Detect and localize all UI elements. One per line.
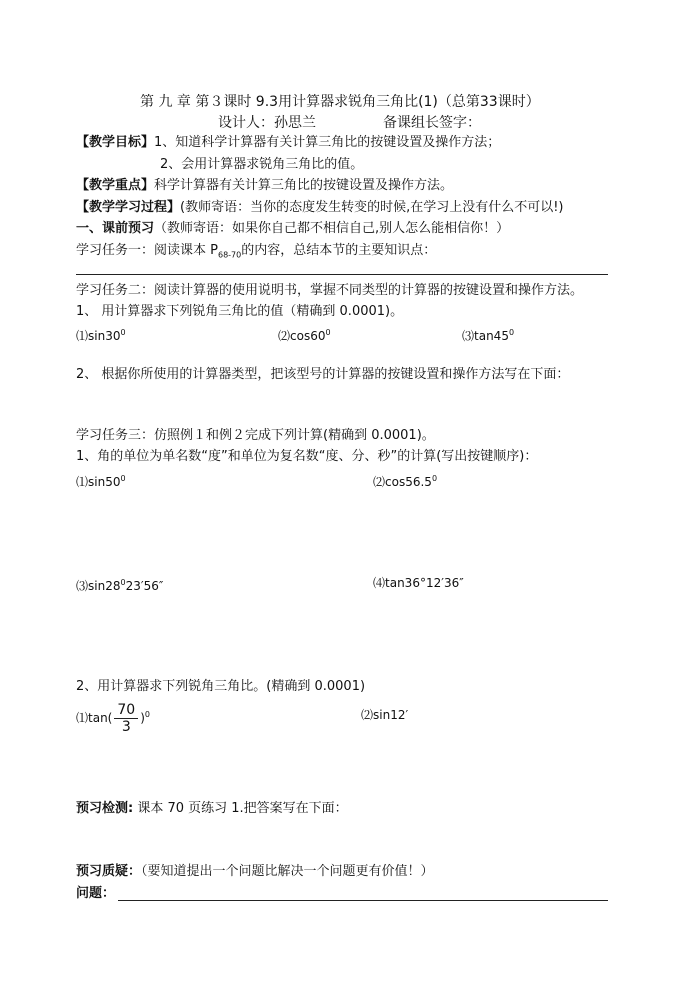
item-number: ⑴ — [76, 329, 89, 343]
focus-line — [76, 177, 453, 195]
task2-question-2: 2、 根据你所使用的计算器类型，把该型号的计算器的按键设置和操作方法写在下面： — [76, 367, 570, 382]
item-number: ⑶ — [462, 329, 475, 343]
item-expression: tan36°12′36″ — [385, 576, 464, 590]
focus-text: 科学计算器有关计算三角比的按键设置及操作方法。 — [154, 178, 454, 193]
task3-item-5 — [76, 696, 150, 737]
item-number: ⑵ — [373, 475, 386, 489]
question-label: 问题： — [76, 886, 116, 901]
focus-label: 【教学重点】 — [76, 178, 155, 193]
task2-item-1 — [76, 324, 126, 345]
page-title: 第 九 章 第３课时 9.3用计算器求锐角三角比(1)（总第33课时） — [140, 94, 540, 110]
degree-mark: 0 — [120, 328, 126, 337]
task2-question-1: 1、 用计算器求下列锐角三角比的值（精确到 0.0001)。 — [76, 304, 404, 319]
objectives-label: 【教学目标】 — [76, 135, 155, 150]
degree-mark: 0 — [431, 474, 438, 483]
objective-2: 2、会用计算器求锐角三角比的值。 — [160, 157, 364, 172]
degree-mark: 0 — [144, 710, 150, 719]
item-number: ⑵ — [361, 708, 374, 722]
objective-1: 1、知道科学计算器有关计算三角比的按键设置及操作方法； — [154, 135, 501, 150]
designer-label: 设计人：孙思兰 — [218, 115, 316, 131]
objectives-line-1 — [76, 134, 500, 152]
task1-answer-line — [76, 274, 608, 275]
process-label: 【教学学习过程】 — [76, 200, 181, 215]
item-number: ⑴ — [76, 475, 89, 489]
check-label: 预习检测: — [76, 801, 134, 816]
task1-pages: 68-70 — [217, 250, 242, 260]
item-expression-suffix: ) — [140, 711, 145, 725]
task2-title: 学习任务二：阅读计算器的使用说明书，掌握不同类型的计算器的按键设置和操作方法。 — [76, 283, 584, 298]
degree-mark: 0 — [120, 474, 126, 483]
question-answer-line[interactable] — [118, 900, 608, 901]
preview-line — [76, 220, 509, 238]
task3-item-2 — [373, 470, 437, 491]
item-minutes-seconds: 23′56″ — [125, 579, 164, 593]
fraction-numerator: 70 — [114, 702, 138, 719]
item-expression-prefix: tan( — [88, 711, 113, 725]
task3-title: 学习任务三：仿照例１和例２完成下列计算(精确到 0.0001)。 — [76, 428, 435, 443]
item-expression: sin28 — [88, 579, 121, 593]
task2-item-2 — [278, 324, 331, 345]
doubt-line — [76, 863, 434, 881]
item-expression: tan45 — [474, 329, 509, 343]
task3-item-3 — [76, 574, 163, 595]
task1-prefix: 学习任务一：阅读课本 P — [76, 243, 218, 258]
task1-suffix: 的内容，总结本节的主要知识点： — [241, 243, 437, 258]
item-expression: cos56.5 — [385, 475, 432, 489]
doubt-text: （要知道提出一个问题比解决一个问题更有价值！） — [141, 864, 434, 879]
check-text: 课本 70 页练习 1.把答案写在下面： — [137, 801, 348, 816]
item-expression: sin50 — [88, 475, 121, 489]
item-expression: sin12′ — [373, 708, 409, 722]
item-expression: cos60 — [290, 329, 326, 343]
preview-note: （教师寄语：如果你自己都不相信自己,别人怎么能相信你！） — [154, 221, 510, 236]
task3-question-1: 1、角的单位为单名数“度”和单位为复名数“度、分、秒”的计算(写出按键顺序)： — [76, 449, 538, 464]
item-expression: sin30 — [88, 329, 121, 343]
doubt-label: 预习质疑： — [76, 864, 142, 879]
task3-item-4 — [373, 574, 464, 592]
item-number: ⑴ — [76, 711, 89, 725]
item-number: ⑶ — [76, 579, 89, 593]
process-line — [76, 199, 564, 217]
item-number: ⑷ — [373, 576, 386, 590]
degree-mark: 0 — [120, 578, 126, 587]
check-line — [76, 800, 348, 818]
task2-item-3 — [462, 324, 514, 345]
fraction — [114, 702, 138, 735]
process-text: (教师寄语：当你的态度发生转变的时候,在学习上没有什么不可以!) — [180, 200, 564, 215]
preview-heading: 一、课前预习 — [76, 221, 155, 236]
fraction-denominator: 3 — [121, 719, 131, 735]
task3-item-6 — [361, 706, 408, 724]
degree-mark: 0 — [325, 328, 331, 337]
task3-item-1 — [76, 470, 126, 491]
leader-sign-label: 备课组长签字： — [383, 115, 481, 131]
item-number: ⑵ — [278, 329, 291, 343]
degree-mark: 0 — [508, 328, 515, 337]
task1-line — [76, 242, 436, 265]
task3-question-2: 2、用计算器求下列锐角三角比。(精确到 0.0001) — [76, 679, 366, 694]
